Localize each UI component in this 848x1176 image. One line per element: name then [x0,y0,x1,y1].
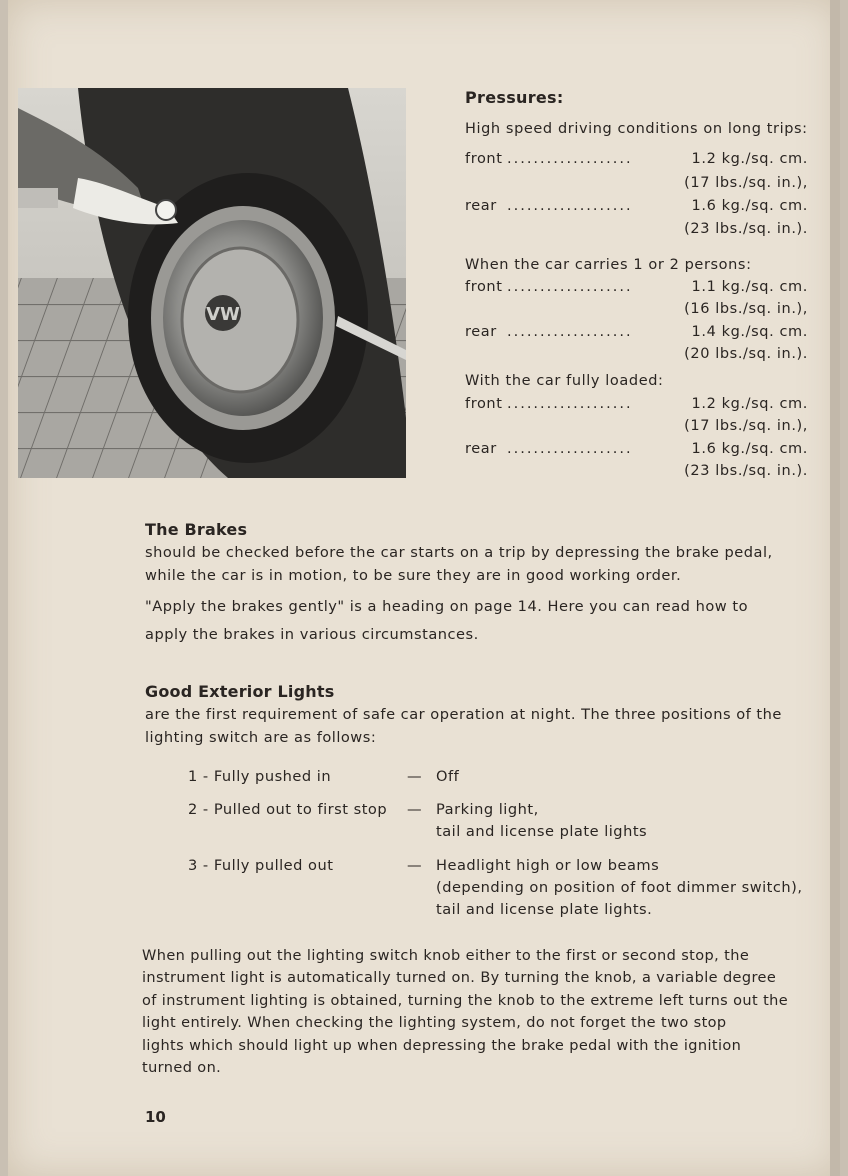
dot-leader: ................... [507,151,633,167]
imperial-value: (23 lbs./sq. in.). [684,463,808,479]
tire-label: front [465,279,503,295]
paragraph-line: lights which should light up when depressing the brake pedal with the ignition [142,1037,742,1054]
switch-position-result: (depending on position of foot dimmer switch), [436,879,803,896]
brakes-text-line: apply the brakes in various circumstances. [145,626,479,643]
dot-leader: ................... [507,441,633,457]
paragraph-line: When pulling out the lighting switch knob either to the first or second stop, the [142,948,750,964]
pressure-row-rear [465,324,810,344]
tire-label: front [465,396,503,412]
switch-position-label: 2 - Pulled out to first stop [188,801,388,818]
tire-gauge-illustration [18,88,406,478]
pressure-row-front [465,279,810,299]
lights-section [145,680,810,749]
page-number: 10 [145,1108,166,1126]
brakes-text-line: should be checked before the car starts on a trip by depressing the brake pedal, [145,544,773,561]
position-dash: — [407,801,423,818]
condition-fully-loaded: With the car fully loaded: [465,373,664,389]
imperial-value: (16 lbs./sq. in.), [684,301,808,317]
lights-text-line: are the first requirement of safe car operation at night. The three positions of the [145,706,782,723]
metric-value: 1.6 kg./sq. cm. [691,198,808,214]
switch-position-result: tail and license plate lights. [436,901,653,918]
pressure-row-front [465,151,810,171]
paragraph-line: turned on. [142,1060,222,1077]
paragraph-line: of instrument lighting is obtained, turning the knob to the extreme left turns out the [142,992,789,1009]
dot-leader: ................... [507,396,633,412]
manual-page [8,0,840,1176]
brakes-text-line: "Apply the brakes gently" is a heading on page 14. Here you can read how to [145,598,748,615]
switch-position-result: Off [436,768,460,785]
metric-value: 1.2 kg./sq. cm. [691,151,808,167]
tire-label: front [465,151,503,167]
brakes-text-line: while the car is in motion, to be sure they are in good working order. [145,567,682,584]
tire-label: rear [465,324,497,340]
switch-position-label: 3 - Fully pulled out [188,857,334,874]
pressures-heading: Pressures: [465,88,564,107]
lighting-paragraph [142,945,807,1079]
paragraph-line: light entirely. When checking the lighting system, do not forget the two stop [142,1015,727,1032]
lights-heading: Good Exterior Lights [145,682,335,701]
tire-pressure-photo [18,88,406,478]
lights-text-line: lighting switch are as follows: [145,729,377,746]
switch-position-result: tail and license plate lights [436,823,648,840]
svg-text:VW: VW [206,304,240,325]
position-dash: — [407,857,423,874]
dot-leader: ................... [507,198,633,214]
paragraph-line: instrument light is automatically turned on. By turning the knob, a variable degree [142,970,777,987]
metric-value: 1.4 kg./sq. cm. [691,324,808,340]
switch-position-label: 1 - Fully pushed in [188,768,332,785]
condition-1-2-persons: When the car carries 1 or 2 persons: [465,257,752,273]
brakes-heading: The Brakes [145,520,248,539]
metric-value: 1.1 kg./sq. cm. [691,279,808,295]
position-dash: — [407,768,423,785]
pressure-row-rear [465,441,810,461]
page-edge [830,0,840,1176]
metric-value: 1.6 kg./sq. cm. [691,441,808,457]
imperial-value: (17 lbs./sq. in.), [684,175,808,191]
switch-position-result: Parking light, [436,801,539,818]
imperial-value: (20 lbs./sq. in.). [684,346,808,362]
pressure-row-rear [465,198,810,218]
switch-position-result: Headlight high or low beams [436,857,660,874]
tire-label: rear [465,441,497,457]
dot-leader: ................... [507,279,633,295]
imperial-value: (17 lbs./sq. in.), [684,418,808,434]
pressure-row-front [465,396,810,416]
condition-high-speed: High speed driving conditions on long trips: [465,121,808,137]
dot-leader: ................... [507,324,633,340]
imperial-value: (23 lbs./sq. in.). [684,221,808,237]
tire-label: rear [465,198,497,214]
brakes-section [145,518,810,646]
metric-value: 1.2 kg./sq. cm. [691,396,808,412]
